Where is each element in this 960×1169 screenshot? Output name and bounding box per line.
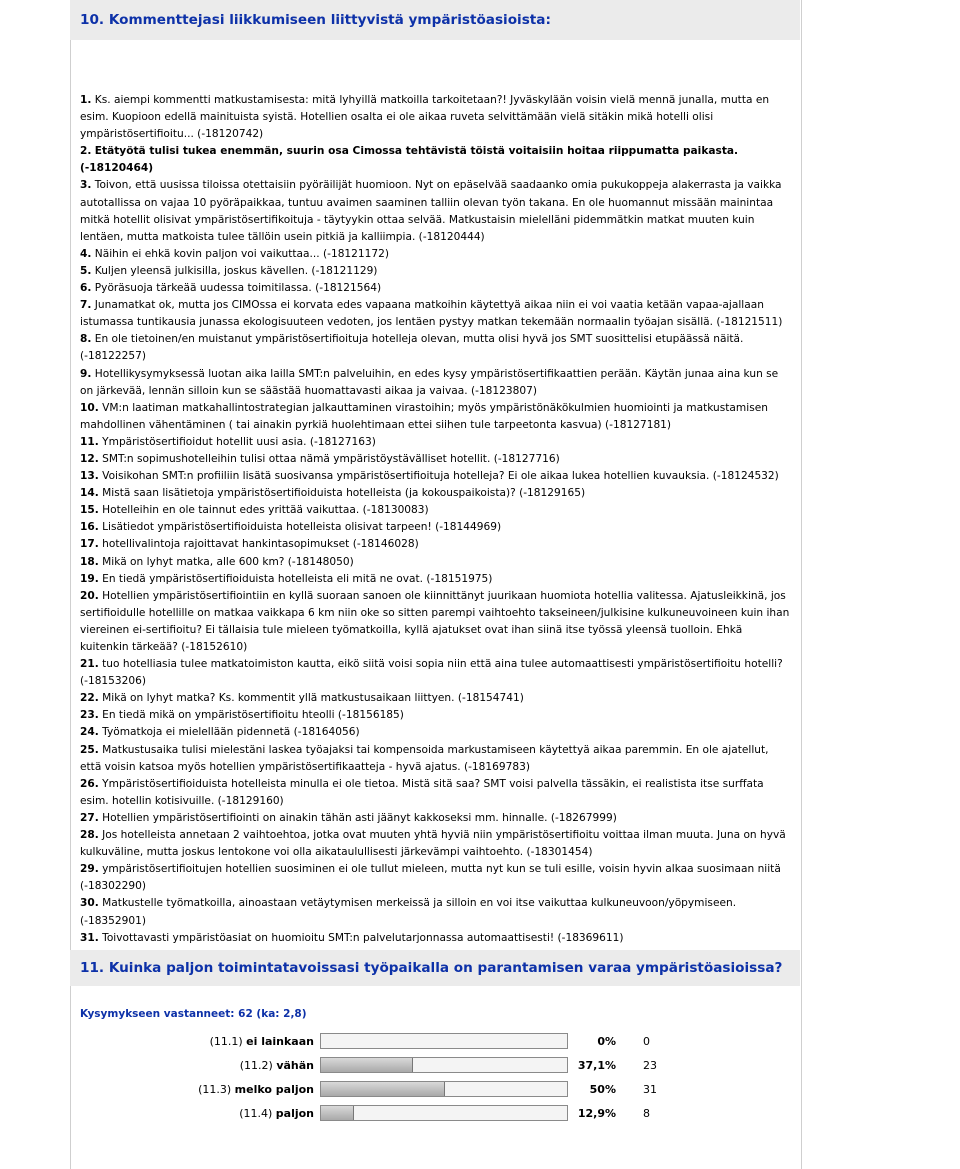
result-row [0,1032,960,1052]
answer-text: Matkustusaika tulisi mielestäni laskea työajaksi tai kompensoida markustamiseen käytettyä aikaa paremmin. En ole ajatellut, että voisin katsoa myös hotellien ympäristösertifikaatteja - hyvä ajatus. (-18169783) [80,743,769,773]
question-10-title: 10. Kommenttejasi liikkumiseen liittyvistä ympäristöasioista: [80,12,551,28]
answer-text: En ole tietoinen/en muistanut ympäristösertifioituja hotelleja olevan, mutta olisi hyvä jos SMT suosittelisi etupäässä näitä. (-18122257) [80,333,744,363]
result-row [0,1080,960,1100]
option-label [240,1059,314,1072]
answer-item [80,502,792,519]
answer-text: Hotellikysymyksessä luotan aika lailla SMT:n palveluihin, en edes kysy ympäristösertifikaattien perään. Käytän junaa aina kun se on järkevää, lennän silloin kun se säästää huomattavasti aikaa ja vaivaa. (-18123807) [80,367,779,397]
answer-number: 17. [80,538,99,551]
answer-number: 12. [80,452,99,465]
answer-number: 3. [80,179,92,192]
answer-number: 19. [80,572,99,585]
result-row [0,1056,960,1076]
option-name: melko paljon [234,1083,314,1096]
answer-item [80,930,792,947]
answer-number: 25. [80,743,99,756]
option-name: vähän [276,1059,314,1072]
result-bar-fill [321,1082,445,1096]
answer-text: Ks. aiempi kommentti matkustamisesta: mitä lyhyillä matkoilla tarkoitetaan?! Jyväskylään voisin vielä mennä junalla, mutta en esim. Kuopioon edellä mainituista syistä. Hotellien osalta ei ole aikaa ruveta selvittämään vielä sitäkin mikä hotelli olisi ympäristösertifioitu... (-18120742) [80,94,770,141]
option-code: (11.3) [198,1083,232,1096]
answer-text: En tiedä ympäristösertifioiduista hotelleista eli mitä ne ovat. (-18151975) [102,572,493,585]
answer-item [80,724,792,741]
answer-text: ympäristösertifioitujen hotellien suosiminen ei ole tullut mieleen, mutta nyt kun se tuli esille, voisin hyvin alkaa suosimaan niitä (-18302290) [80,863,781,893]
answer-text: Mistä saan lisätietoja ympäristösertifioiduista hotelleista (ja kokouspaikoista)? (-18129165) [102,487,586,500]
answer-number: 7. [80,299,92,312]
answer-item [80,400,792,434]
question-10-answers [80,92,792,964]
answer-item [80,177,792,245]
answer-number: 20. [80,589,99,602]
answer-text: Kuljen yleensä julkisilla, joskus kävellen. (-18121129) [94,264,378,277]
result-bar-fill [321,1058,413,1072]
answer-text: Hotelleihin en ole tainnut edes yrittää vaikuttaa. (-18130083) [102,504,429,517]
answer-item [80,434,792,451]
answer-item [80,861,792,895]
result-count: 8 [643,1107,650,1120]
answer-number: 14. [80,487,99,500]
answer-item [80,92,792,143]
answer-text: Työmatkoja ei mielellään pidennetä (-18164056) [102,726,360,739]
answer-number: 16. [80,521,99,534]
result-bar [320,1033,568,1049]
answer-text: Matkustelle työmatkoilla, ainoastaan vetäytymisen merkeissä ja silloin en voi itse vaikuttaa kulkuneuvoon/yöpymiseen. (-18352901) [80,897,737,927]
answer-text: Toivottavasti ympäristöasiat on huomioitu SMT:n palvelutarjonnassa automaattisesti! (-18369611) [102,931,624,944]
answer-text: Mikä on lyhyt matka? Ks. kommentit yllä matkustusaikaan liittyen. (-18154741) [102,692,524,705]
answer-text: Junamatkat ok, mutta jos CIMOssa ei korvata edes vapaana matkoihin käytettyä aikaa niin ei voi vaatia ketään vapaa-ajallaan istumassa tuntikausia junassa ekologisuuteen vedoten, jos lentäen pystyy matkan tekemään normaalin työajan sisällä. (-18121511) [80,299,783,329]
result-percent: 50% [589,1083,616,1096]
result-row [0,1104,960,1124]
question-11-title: 11. Kuinka paljon toimintatavoissasi työpaikalla on parantamisen varaa ympäristöasioissa? [80,960,783,976]
answer-number: 2. [80,145,92,158]
option-label [198,1083,314,1096]
answer-number: 23. [80,709,99,722]
option-code: (11.4) [239,1107,273,1120]
option-code: (11.1) [209,1035,243,1048]
answer-number: 8. [80,333,92,346]
answer-text: Etätyötä tulisi tukea enemmän, suurin osa Cimossa tehtävistä töistä voitaisiin hoitaa riippumatta paikasta. (-18120464) [80,145,739,175]
result-percent: 0% [597,1035,616,1048]
result-count: 23 [643,1059,657,1072]
option-label [210,1035,314,1048]
result-percent: 37,1% [577,1059,616,1072]
answer-item [80,263,792,280]
answer-item [80,707,792,724]
option-code: (11.2) [239,1059,273,1072]
answer-item [80,827,792,861]
answer-text: Ympäristösertifioidut hotellit uusi asia. (-18127163) [102,435,376,448]
answer-text: VM:n laatiman matkahallintostrategian jalkauttaminen virastoihin; myös ympäristönäkökulmien huomiointi ja matkustamisen mahdollinen vähentäminen ( tai ainakin pyrkiä huolehtimaan ettei siihen tule tarpeetonta kasvua) (-18127181) [80,401,768,431]
answer-number: 4. [80,247,92,260]
option-name: ei lainkaan [246,1035,314,1048]
answer-number: 21. [80,658,99,671]
result-percent: 12,9% [577,1107,616,1120]
answer-item [80,895,792,929]
answer-text: Toivon, että uusissa tiloissa otettaisiin pyöräilijät huomioon. Nyt on epäselvää saadaanko omia pukukoppeja alakerrasta ja vaikka autotallissa on vajaa 10 pyöräpaikkaa, tuntuu avaimen saaminen talliin olevan työn takana. En ole huomannut missään mainintaa mitkä hotellit olisivat ympäristösertifikoituja - täytyykin ottaa selvää. Matkustaisin mielelläni pidemmätkin matkat muuten kuin lentäen, mutta matkoista tulee tällöin usein pitkiä ja kalliimpia. (-18120444) [80,179,782,243]
answer-number: 29. [80,863,99,876]
answer-item [80,297,792,331]
answer-item [80,280,792,297]
answer-number: 28. [80,829,99,842]
answer-number: 22. [80,692,99,705]
answer-item [80,776,792,810]
answer-number: 26. [80,777,99,790]
answer-number: 11. [80,435,99,448]
respondent-summary: Kysymykseen vastanneet: 62 (ka: 2,8) [80,1008,307,1020]
answer-item [80,331,792,365]
option-label [239,1107,314,1120]
answer-text: Lisätiedot ympäristösertifioiduista hotelleista olisivat tarpeen! (-18144969) [102,521,502,534]
answer-item [80,451,792,468]
answer-item [80,810,792,827]
answer-number: 6. [80,282,92,295]
answer-item [80,143,792,177]
answer-text: Voisikohan SMT:n profiiliin lisätä suosivansa ympäristösertifioituja hotelleja? Ei ole aikaa lukea hotellien kuvauksia. (-18124532) [102,470,779,483]
answer-number: 27. [80,811,99,824]
answer-number: 30. [80,897,99,910]
answer-item [80,536,792,553]
answer-text: En tiedä mikä on ympäristösertifioitu hteolli (-18156185) [102,709,404,722]
answer-number: 18. [80,555,99,568]
answer-item [80,588,792,656]
answer-text: SMT:n sopimushotelleihin tulisi ottaa nämä ympäristöystävälliset hotellit. (-18127716) [102,452,560,465]
answer-item [80,468,792,485]
answer-item [80,656,792,690]
result-bar [320,1081,568,1097]
answer-text: Jos hotelleista annetaan 2 vaihtoehtoa, jotka ovat muuten yhtä hyviä niin ympäristösertifioitu voittaa ilman muuta. Juna on hyvä kulkuväline, mutta joskus lentokone voi olla aikataulullisesti järkevämpi vaihtoehto. (-18301454) [80,829,786,859]
answer-item [80,554,792,571]
answer-item [80,366,792,400]
answer-number: 24. [80,726,99,739]
result-bar [320,1057,568,1073]
answer-item [80,742,792,776]
answer-item [80,519,792,536]
answer-number: 15. [80,504,99,517]
answer-text: Ympäristösertifioiduista hotelleista minulla ei ole tietoa. Mistä sitä saa? SMT voisi palvella tässäkin, ei realistista itse surffata esim. hotellin kotisivuille. (-18129160) [80,777,764,807]
answer-number: 9. [80,367,92,380]
answer-text: Hotellien ympäristösertifiointi on ainakin tähän asti jäänyt kakkoseksi mm. hinnalle. (-18267999) [102,811,617,824]
answer-text: hotellivalintoja rajoittavat hankintasopimukset (-18146028) [102,538,419,551]
answer-item [80,690,792,707]
answer-number: 10. [80,401,99,414]
answer-number: 5. [80,264,92,277]
result-count: 0 [643,1035,650,1048]
answer-item [80,485,792,502]
answer-text: Hotellien ympäristösertifiointiin en kyllä suoraan sanoen ole kiinnittänyt juurikaan huomiota hotellia valitessa. Ajatusleikkinä, jos sertifioidulle hotellille on matkaa vaikkapa 6 km niin oke so sitten parempi vaihtoehto takseineen/julkisine kulkuneuvoineen kuin ihan viereinen ei-sertifioitu? Ei tällaisia tule mieleen työmatkoilla, kyllä ajatukset ovat ihan siinä itse työssä yleensä tuolloin. Ehkä kuitenkin tärkeää? (-18152610) [80,589,790,653]
answer-number: 1. [80,94,92,106]
option-name: paljon [275,1107,314,1120]
answer-text: Pyöräsuoja tärkeää uudessa toimitilassa. (-18121564) [94,282,382,295]
answer-number: 31. [80,931,99,944]
result-count: 31 [643,1083,657,1096]
answer-text: Mikä on lyhyt matka, alle 600 km? (-18148050) [102,555,354,568]
answer-item [80,246,792,263]
answer-text: tuo hotelliasia tulee matkatoimiston kautta, eikö siitä voisi sopia niin että aina tulee automaattisesti ympäristösertifioitu hotelli? (-18153206) [80,658,783,688]
result-bar [320,1105,568,1121]
answer-item [80,571,792,588]
answer-number: 13. [80,470,99,483]
result-bar-fill [321,1106,354,1120]
answer-text: Näihin ei ehkä kovin paljon voi vaikuttaa... (-18121172) [94,247,390,260]
